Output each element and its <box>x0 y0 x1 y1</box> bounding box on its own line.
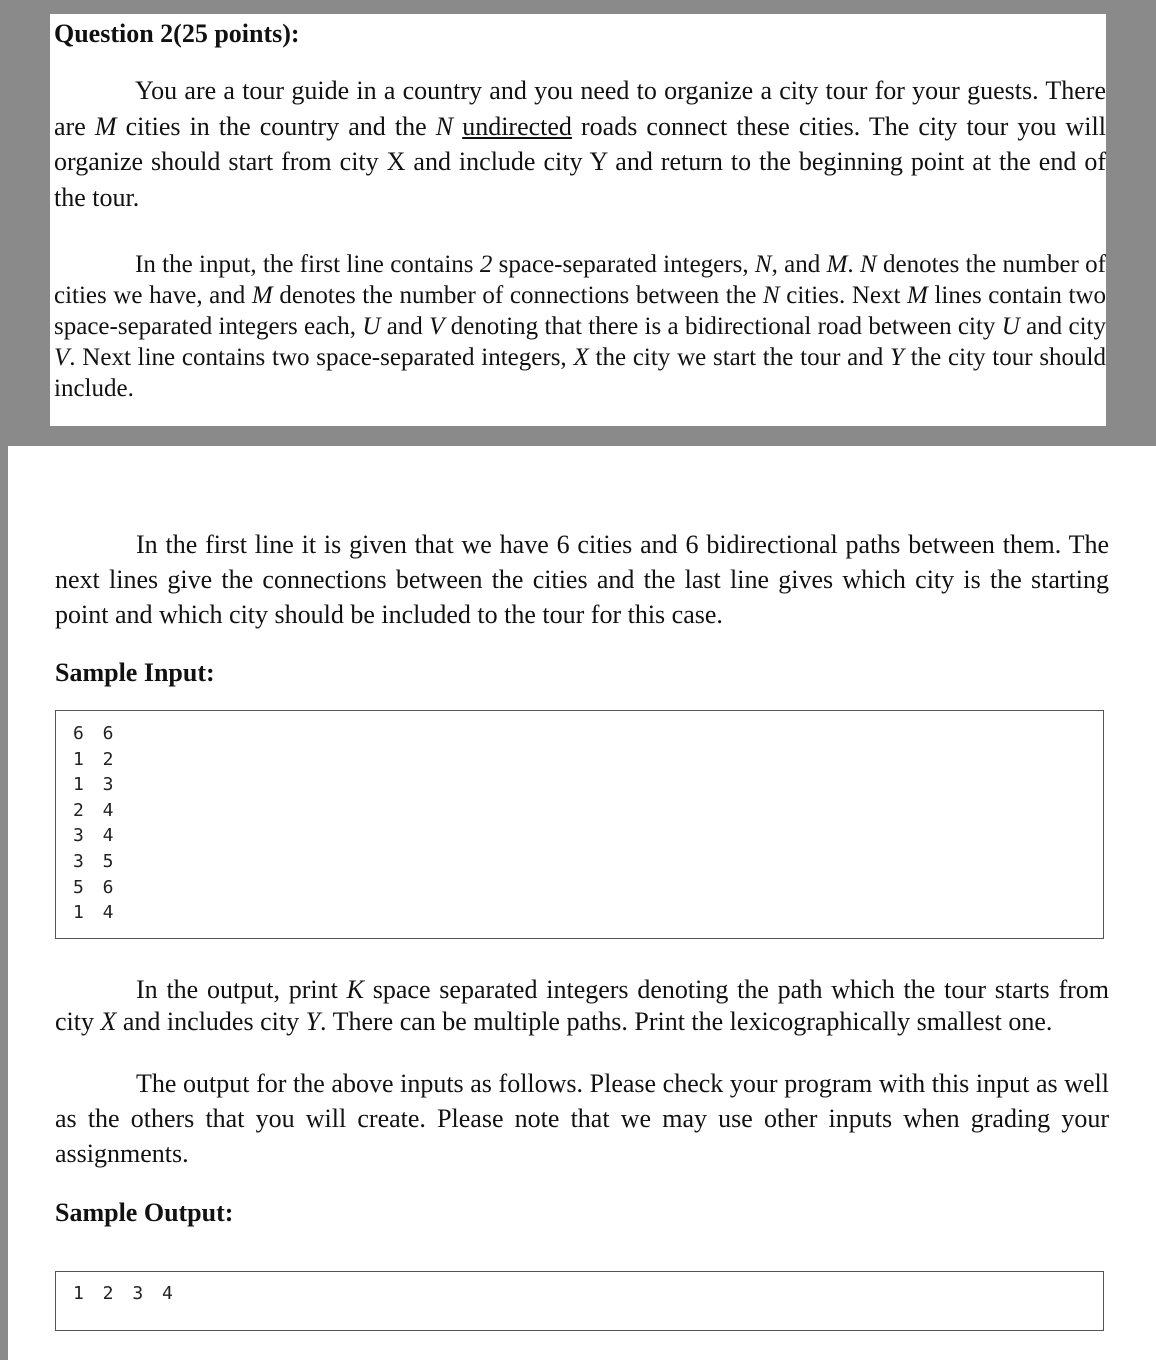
problem-description-paragraph <box>54 73 1106 215</box>
sample-output-box <box>55 1271 1104 1331</box>
sample-input-line: 2 4 <box>73 799 118 821</box>
variable-m: M <box>907 282 928 309</box>
document-page-bottom <box>8 446 1156 1360</box>
variable-v: V <box>54 344 70 371</box>
variable-n: N <box>762 282 780 309</box>
text-run: denotes the number of cities we have, and <box>54 251 1107 309</box>
variable-n: N <box>859 251 877 278</box>
variable-m: M <box>251 282 273 309</box>
text-run: denotes the number of connections between the <box>272 282 763 309</box>
variable-m: M <box>826 251 848 278</box>
text-run: In the input, the first line contains <box>135 251 480 278</box>
text-run: and includes city <box>116 1007 306 1036</box>
variable-n: N <box>754 251 772 278</box>
text-run: denoting that there is a bidirectional road between city <box>444 313 1002 340</box>
variable-n: N <box>435 111 454 141</box>
sample-explanation-paragraph: In the first line it is given that we have 6 cities and 6 bidirectional paths between them. The next lines give the connections between the cities and the last line gives which city is the starting point and which city should be included to the tour for this case. <box>55 530 1109 629</box>
variable-y: Y <box>890 344 904 371</box>
text-run: the city tour should include. <box>54 344 1106 402</box>
sample-input-line: 1 4 <box>73 902 118 924</box>
sample-output-line: 1 2 3 4 <box>73 1283 177 1304</box>
sample-input-line: 3 5 <box>73 850 118 872</box>
input-format-paragraph <box>54 249 1106 404</box>
text-run: . <box>847 251 860 278</box>
text-run: space-separated integers, <box>492 251 755 278</box>
text-run <box>453 112 462 141</box>
variable-m: M <box>94 111 117 141</box>
text-run: cities. Next <box>779 282 908 309</box>
grading-note-paragraph: The output for the above inputs as follows. Please check your program with this input as well as the others that you will create. Please note that we may use other inputs when grading your assignments. <box>55 1069 1109 1168</box>
text-run: . Next line contains two space-separated integers, <box>69 344 574 371</box>
variable-v: V <box>429 313 445 340</box>
output-format-paragraph <box>55 974 1109 1038</box>
document-page-top <box>50 14 1106 426</box>
text-run: the city we start the tour and <box>588 344 891 371</box>
variable-u: U <box>1001 313 1020 340</box>
sample-input-label: Sample Input: <box>55 658 215 687</box>
variable-x: X <box>573 344 589 371</box>
text-run: and <box>380 313 430 340</box>
sample-input-line: 1 2 <box>73 748 118 770</box>
text-run: . There can be multiple paths. Print the lexicographically smallest one. <box>320 1007 1053 1036</box>
variable-k: K <box>346 975 364 1004</box>
question-title: Question 2(25 points): <box>54 19 300 48</box>
sample-input-line: 5 6 <box>73 876 118 898</box>
variable-number: 2 <box>479 251 493 278</box>
sample-input-line: 1 3 <box>73 774 118 796</box>
underlined-word: undirected <box>462 111 572 141</box>
variable-u: U <box>362 313 381 340</box>
text-run: space separated integers denoting the path which the tour starts from city <box>55 975 1109 1036</box>
text-run: roads connect these cities. The city tour you will organize should start from city X and include city Y and return to the beginning point at the end of the tour. <box>54 111 1106 212</box>
variable-y: Y <box>305 1007 321 1036</box>
text-run: In the output, print <box>136 975 347 1004</box>
sample-input-box <box>55 710 1104 939</box>
text-run: You are a tour guide in a country and you need to organize a city tour for your guests. There are <box>54 76 1106 141</box>
text-run: , and <box>771 251 827 278</box>
sample-input-line: 6 6 <box>73 723 118 744</box>
text-run: lines contain two space-separated integers each, <box>54 282 1106 340</box>
text-run: cities in the country and the <box>116 111 436 141</box>
text-run: and city <box>1019 313 1106 340</box>
variable-x: X <box>100 1007 117 1036</box>
sample-output-label: Sample Output: <box>55 1198 234 1227</box>
sample-input-line: 3 4 <box>73 825 118 847</box>
